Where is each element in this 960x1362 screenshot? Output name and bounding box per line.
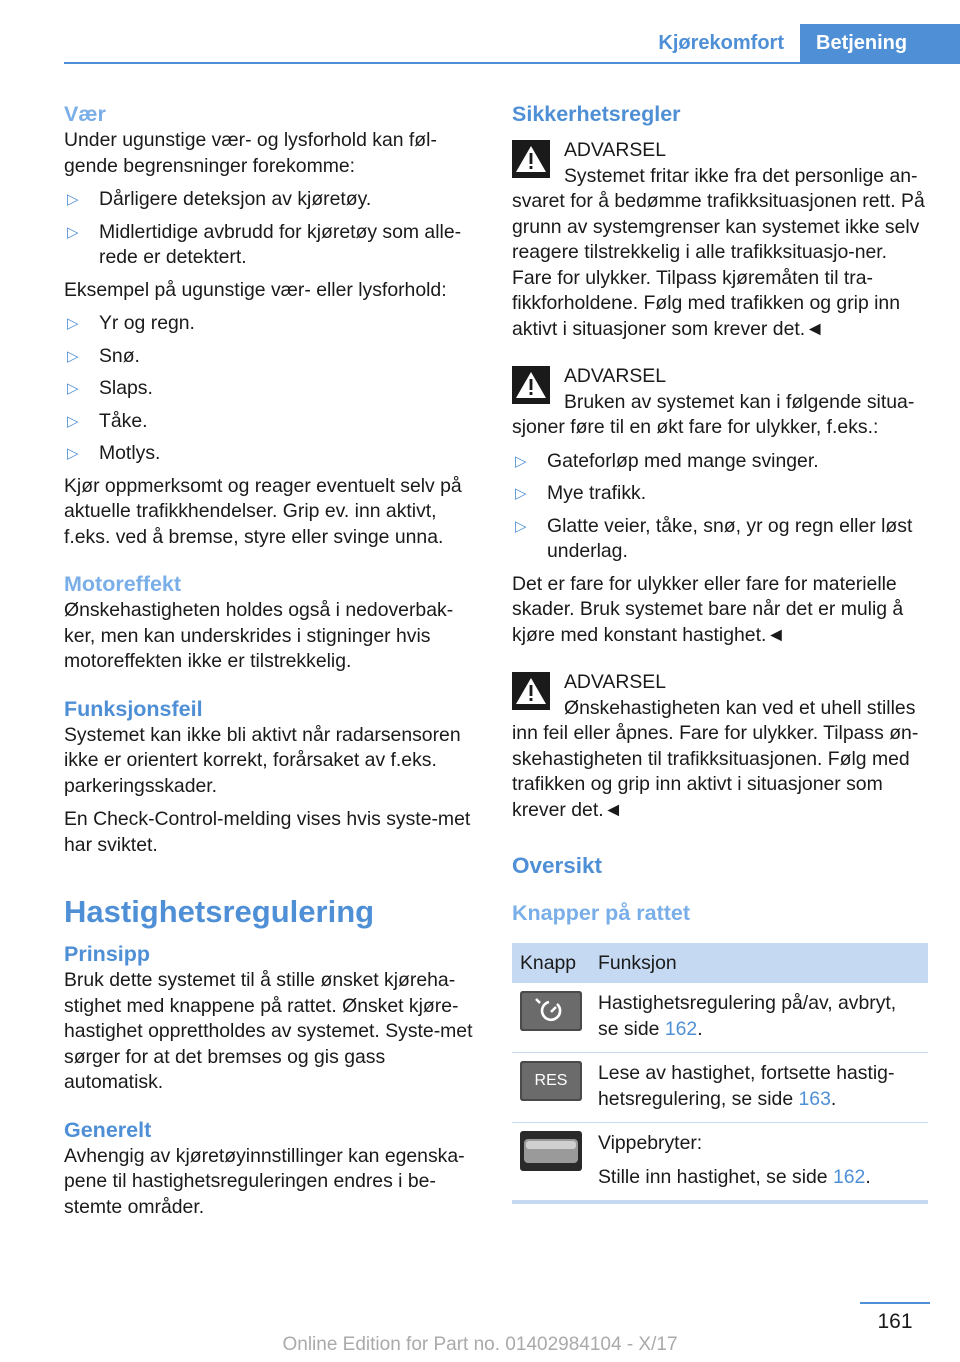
list-item: ▷ Yr og regn. xyxy=(64,311,478,337)
warning-icon xyxy=(512,366,550,404)
fault-heading: Funksjonsfeil xyxy=(64,696,203,721)
triangle-bullet-icon: ▷ xyxy=(67,412,79,430)
triangle-bullet-icon: ▷ xyxy=(67,445,79,462)
triangle-bullet-icon: ▷ xyxy=(515,517,527,535)
warning-1: ADVARSEL Systemet fritar ikke fra det personlige an- xyxy=(512,138,928,189)
list-item: ▷ Tåke. xyxy=(64,409,478,435)
list-item: ▷ Snø. xyxy=(64,344,478,370)
warning-3: ADVARSEL Ønskehastigheten kan ved et uhell stilles xyxy=(512,670,928,721)
list-item: ▷ Midlertidige avbrudd for kjøretøy som alle-rede er detektert. xyxy=(67,220,462,268)
warning-icon xyxy=(512,672,550,710)
list-item: ▷ Slaps. xyxy=(64,376,478,402)
warning-2-text: sjoner føre til en økt fare for ulykker, f.eks.: xyxy=(512,416,879,438)
warning-2-after: Det er fare for ulykker eller fare for materielle skader. Bruk systemet bare når det er mulig å kjøre med konstant hastighet.◄ xyxy=(512,572,904,646)
safety-heading: Sikkerhetsregler xyxy=(512,102,681,126)
triangle-bullet-icon: ▷ xyxy=(67,347,79,365)
row-1-function: Hastighetsregulering på/av, avbryt, se side 162. xyxy=(590,983,928,1053)
warning-label: ADVARSEL xyxy=(564,365,667,387)
table-row xyxy=(512,983,928,1053)
overview-heading: Oversikt xyxy=(512,853,603,878)
col-knapp: Knapp xyxy=(512,943,590,983)
table-row xyxy=(512,1053,928,1123)
row-3-function: Vippebryter: Stille inn hastighet, se side 162. xyxy=(590,1123,928,1203)
rocker-switch-icon xyxy=(520,1131,582,1171)
buttons-table xyxy=(512,943,928,1204)
page-link[interactable]: 162 xyxy=(832,1165,866,1188)
list-item: ▷ Dårligere deteksjon av kjøretøy. xyxy=(64,187,478,213)
warning-label: ADVARSEL xyxy=(564,139,667,161)
list-item: ▷ Gateforløp med mange svinger. xyxy=(512,449,928,475)
table-row xyxy=(512,1123,928,1203)
warning-3-text: inn feil eller åpnes. Fare for ulykker. Tilpass øn-skehastigheten til trafikksituasjonen. Følg med trafikken og grip inn aktivt i situasjoner som krever det.◄ xyxy=(512,722,919,821)
principle-heading: Prinsipp xyxy=(64,942,151,966)
warning-2: ADVARSEL Bruken av systemet kan i følgende situa- xyxy=(512,364,928,415)
general-text: Avhengig av kjøretøyinnstillinger kan egenska-pene til hastighetsreguleringen endres i be-stemte områder. xyxy=(64,1144,465,1218)
fault-text-2: En Check-Control-melding vises hvis syste-met har sviktet. xyxy=(64,808,471,856)
weather-list xyxy=(64,187,478,271)
warning-1-text: svaret for å bedømme trafikksituasjonen rett. På grunn av systemgrenser kan systemet ikke selv reagere tilstrekkelig i alle trafikksituasjo-ner. Fare for ulykker. Tilpass kjøremåten til tra-fikkforholdene. Følg med trafikken og grip inn aktivt i situasjoner som krever det.◄ xyxy=(512,190,925,340)
warning-2-list xyxy=(512,449,928,565)
motor-heading: Motoreffekt xyxy=(64,572,182,596)
page-link[interactable]: 162 xyxy=(664,1017,698,1040)
principle-text: Bruk dette systemet til å stille ønsket kjøreha-stighet med knappene på rattet. Ønsket kjøre-hastighet opprettholdes av systemet. Syste-met sørger for at det bremses og gis gass automatisk. xyxy=(64,969,473,1093)
footer-edition: Online Edition for Part no. 01402984104 - X/17 xyxy=(282,1334,678,1355)
right-column xyxy=(512,100,928,1204)
warning-icon xyxy=(512,140,550,178)
triangle-bullet-icon: ▷ xyxy=(67,223,79,241)
weather-intro: Under ugunstige vær- og lysforhold kan føl-gende begrensninger forekomme: xyxy=(64,129,437,177)
tab-betjening[interactable]: Betjening xyxy=(800,24,960,62)
row-2-function: Lese av hastighet, fortsette hastig-hetsregulering, se side 163. xyxy=(590,1053,928,1123)
weather-advice: Kjør oppmerksomt og reager eventuelt selv på aktuelle trafikkhendelser. Grip ev. inn aktivt, f.eks. ved å bremse, styre eller svinge unna. xyxy=(64,474,462,548)
left-column xyxy=(64,100,478,1228)
list-item: ▷ Glatte veier, tåke, snø, yr og regn eller løst underlag. xyxy=(515,514,913,562)
warning-label: ADVARSEL xyxy=(564,671,667,693)
general-heading: Generelt xyxy=(64,1117,152,1142)
page-number: 161 xyxy=(860,1302,930,1332)
page-link[interactable]: 163 xyxy=(798,1087,831,1110)
example-list xyxy=(64,311,478,467)
section-title: Hastighetsregulering xyxy=(64,894,375,929)
res-button-label: RES xyxy=(534,1072,568,1089)
res-button-icon xyxy=(520,1061,582,1101)
tab-kjorekomfort[interactable]: Kjørekomfort xyxy=(658,32,784,54)
col-funksjon: Funksjon xyxy=(590,943,928,983)
triangle-bullet-icon: ▷ xyxy=(515,485,527,502)
triangle-bullet-icon: ▷ xyxy=(67,380,79,397)
table-header xyxy=(512,943,928,983)
triangle-bullet-icon: ▷ xyxy=(515,452,527,470)
motor-text: Ønskehastigheten holdes også i nedoverbak-ker, men kan underskrides i stigninger hvis motoreffekten ikke er tilstrekkelig. xyxy=(64,599,454,672)
cruise-control-button-icon xyxy=(520,991,582,1031)
list-item: ▷ Motlys. xyxy=(64,441,478,467)
weather-heading: Vær xyxy=(64,102,106,126)
triangle-bullet-icon: ▷ xyxy=(67,315,79,332)
list-item: ▷ Mye trafikk. xyxy=(512,481,928,507)
triangle-bullet-icon: ▷ xyxy=(67,191,79,208)
page-header xyxy=(64,24,960,64)
weather-example: Eksempel på ugunstige vær- eller lysforhold: xyxy=(64,278,447,301)
fault-text-1: Systemet kan ikke bli aktivt når radarsensoren ikke er orientert korrekt, forårsaket av f.eks. parkeringsskader. xyxy=(64,723,461,797)
buttons-heading: Knapper på rattet xyxy=(512,901,691,925)
